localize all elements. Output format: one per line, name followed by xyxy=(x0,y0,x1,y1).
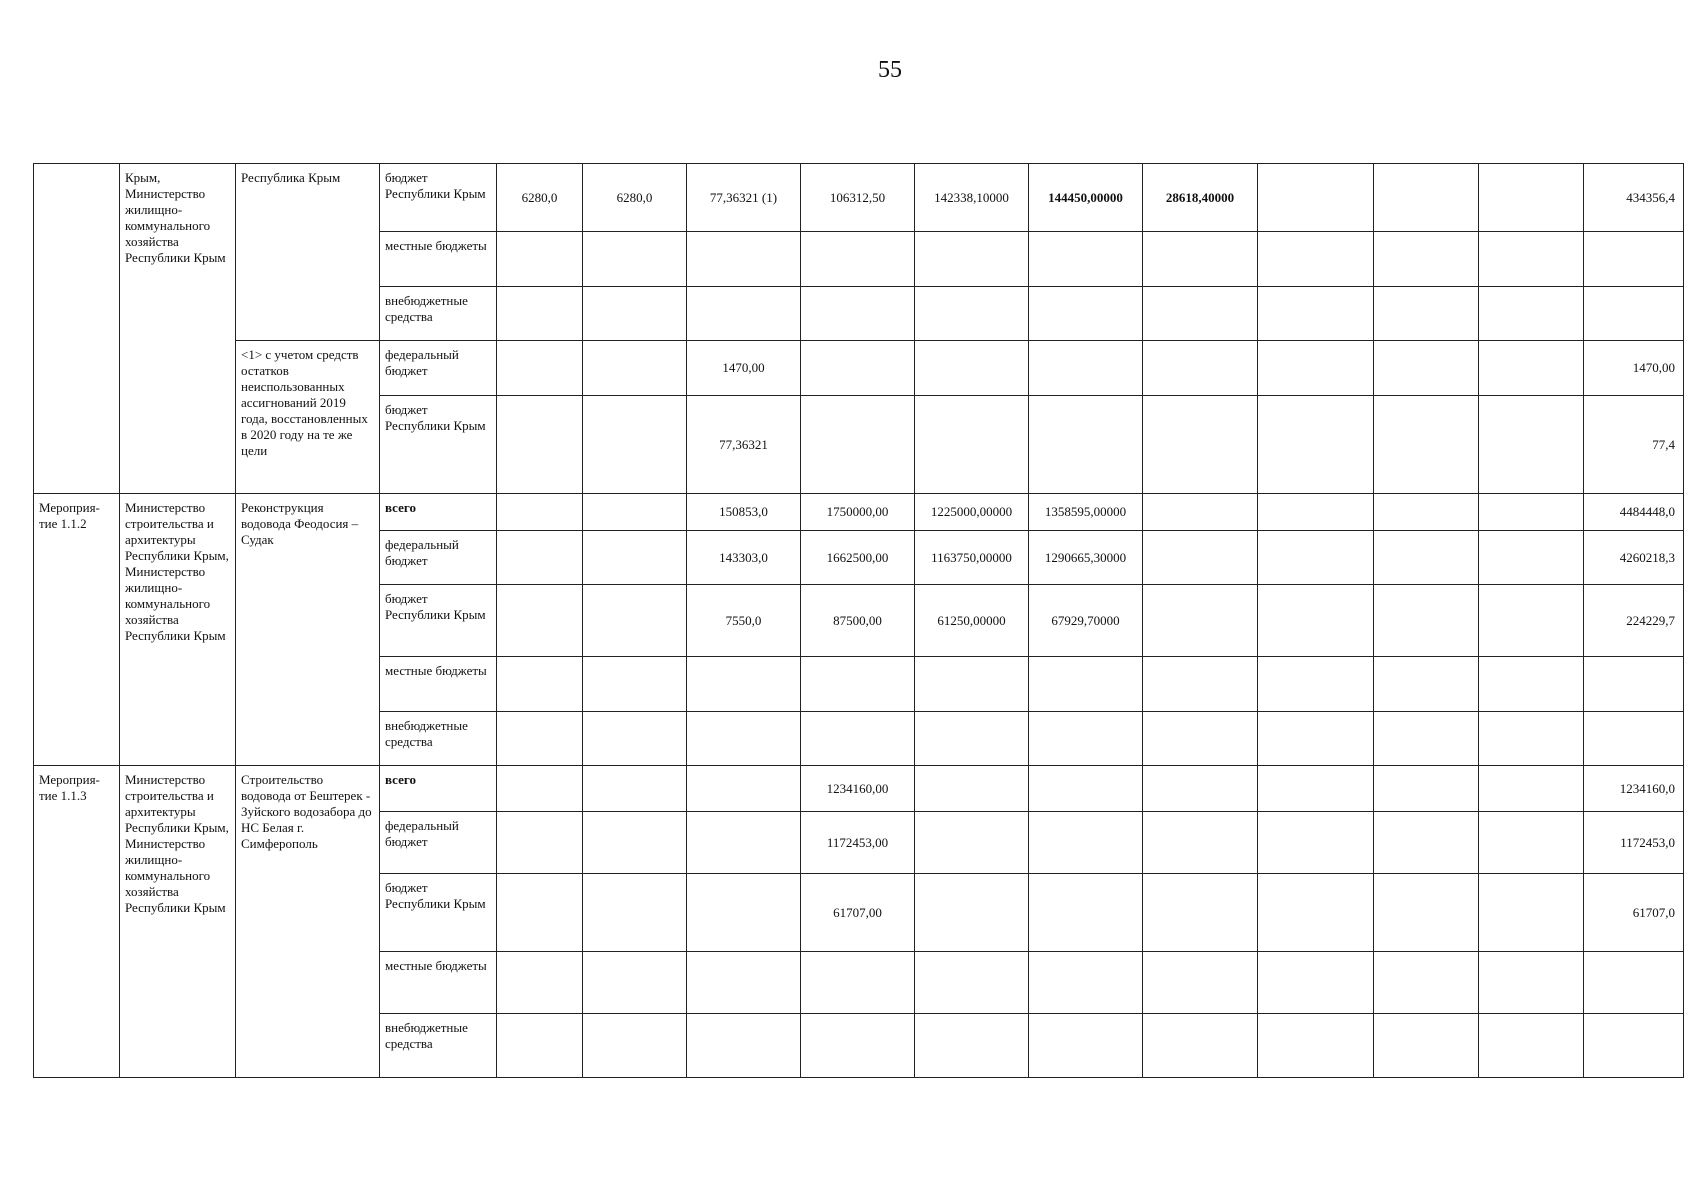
funding-source: бюджет Республики Крым xyxy=(380,396,497,494)
table-row xyxy=(34,341,1684,396)
value-cell: 143303,0 xyxy=(687,531,801,585)
object-cell: Строительство водовода от Бештерек - Зуйского водозабора до НС Белая г. Симферополь xyxy=(236,766,380,1078)
table-row xyxy=(34,164,1684,232)
footnote-cell: <1> с учетом средств остатков неиспользованных ассигнований 2019 года, восстановленных в 2020 году на те же цели xyxy=(236,341,380,494)
customer-cell: Республика Крым xyxy=(236,164,380,341)
value-cell: 7550,0 xyxy=(687,585,801,657)
funding-source: внебюджетные средства xyxy=(380,712,497,766)
value-cell xyxy=(1258,164,1374,232)
funding-source: федеральный бюджет xyxy=(380,812,497,874)
event-cell xyxy=(34,164,120,494)
value-cell: 67929,70000 xyxy=(1029,585,1143,657)
funding-source: всего xyxy=(380,766,497,812)
value-cell xyxy=(1374,164,1479,232)
value-cell: 1163750,00000 xyxy=(915,531,1029,585)
value-cell: 142338,10000 xyxy=(915,164,1029,232)
funding-source: внебюджетные средства xyxy=(380,1014,497,1078)
funding-source: всего xyxy=(380,494,497,531)
table-row xyxy=(34,766,1684,812)
executor-cell: Министерство строительства и архитектуры Республики Крым, Министерство жилищно-коммунального хозяйства Республики Крым xyxy=(120,494,236,766)
funding-source: федеральный бюджет xyxy=(380,531,497,585)
total-cell: 77,4 xyxy=(1584,396,1684,494)
funding-source: бюджет Республики Крым xyxy=(380,585,497,657)
value-cell: 106312,50 xyxy=(801,164,915,232)
value-cell: 1470,00 xyxy=(687,341,801,396)
value-cell: 6280,0 xyxy=(497,164,583,232)
funding-source: местные бюджеты xyxy=(380,232,497,287)
funding-source: федеральный бюджет xyxy=(380,341,497,396)
value-cell: 1290665,30000 xyxy=(1029,531,1143,585)
object-cell: Реконструкция водовода Феодосия – Судак xyxy=(236,494,380,766)
value-cell xyxy=(1479,164,1584,232)
total-cell: 1172453,0 xyxy=(1584,812,1684,874)
budget-table xyxy=(33,163,1684,1078)
value-cell: 1234160,00 xyxy=(801,766,915,812)
total-cell: 434356,4 xyxy=(1584,164,1684,232)
value-cell: 77,36321 xyxy=(687,396,801,494)
funding-source: внебюджетные средства xyxy=(380,287,497,341)
total-cell: 1470,00 xyxy=(1584,341,1684,396)
table-row xyxy=(34,494,1684,531)
executor-cell: Крым, Министерство жилищно-коммунального хозяйства Республики Крым xyxy=(120,164,236,494)
value-cell: 87500,00 xyxy=(801,585,915,657)
funding-source: бюджет Республики Крым xyxy=(380,874,497,952)
event-cell: Мероприя-тие 1.1.2 xyxy=(34,494,120,766)
total-cell: 4260218,3 xyxy=(1584,531,1684,585)
value-cell: 77,36321 (1) xyxy=(687,164,801,232)
executor-cell: Министерство строительства и архитектуры Республики Крым, Министерство жилищно-коммунального хозяйства Республики Крым xyxy=(120,766,236,1078)
value-cell: 1358595,00000 xyxy=(1029,494,1143,531)
total-cell: 61707,0 xyxy=(1584,874,1684,952)
funding-source: местные бюджеты xyxy=(380,952,497,1014)
value-cell: 6280,0 xyxy=(583,164,687,232)
funding-source: местные бюджеты xyxy=(380,657,497,712)
total-cell: 1234160,0 xyxy=(1584,766,1684,812)
value-cell: 150853,0 xyxy=(687,494,801,531)
value-cell: 61707,00 xyxy=(801,874,915,952)
value-cell: 61250,00000 xyxy=(915,585,1029,657)
value-cell: 1225000,00000 xyxy=(915,494,1029,531)
total-cell: 4484448,0 xyxy=(1584,494,1684,531)
value-cell: 1662500,00 xyxy=(801,531,915,585)
value-cell: 1172453,00 xyxy=(801,812,915,874)
page-number: 55 xyxy=(878,57,902,83)
value-cell: 28618,40000 xyxy=(1143,164,1258,232)
event-cell: Мероприя-тие 1.1.3 xyxy=(34,766,120,1078)
value-cell: 1750000,00 xyxy=(801,494,915,531)
value-cell: 144450,00000 xyxy=(1029,164,1143,232)
total-cell: 224229,7 xyxy=(1584,585,1684,657)
funding-source: бюджет Республики Крым xyxy=(380,164,497,232)
